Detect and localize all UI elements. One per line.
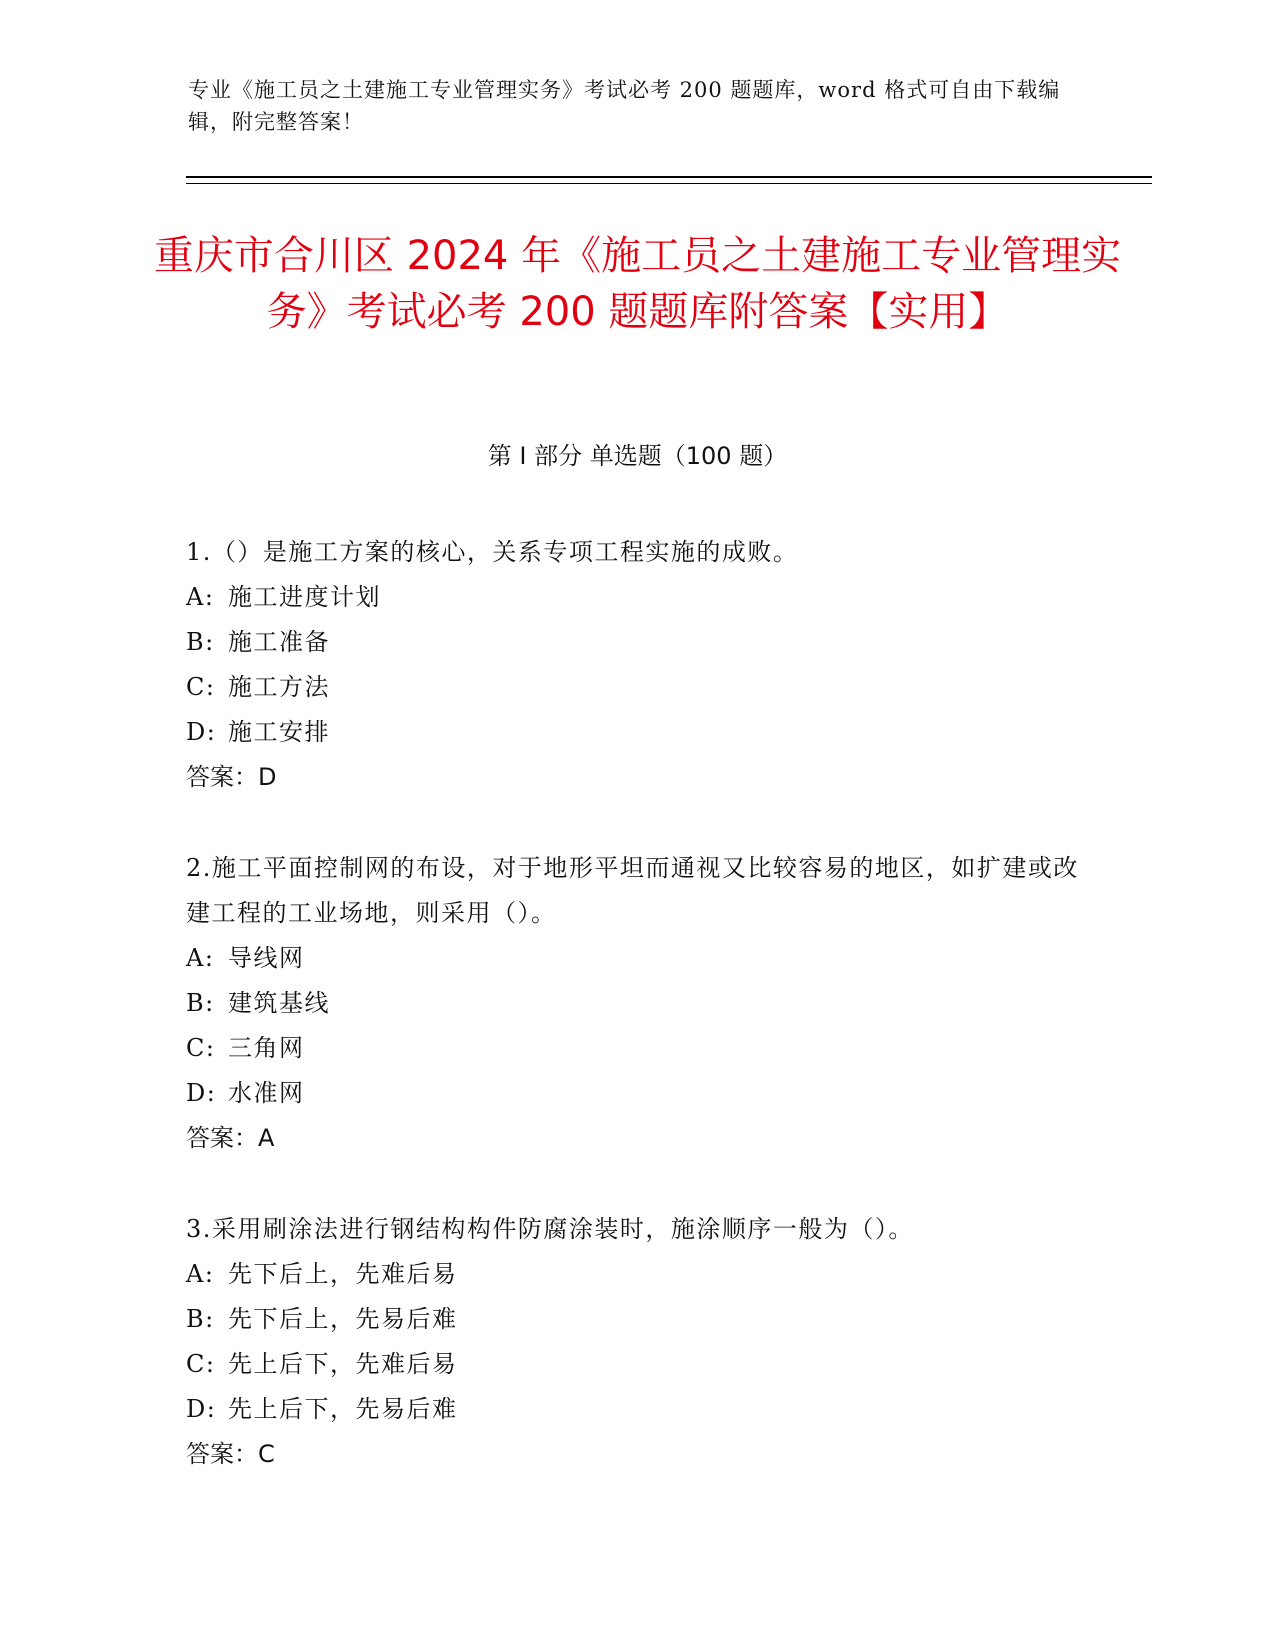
option-text: 水准网 [228, 1079, 305, 1107]
header-divider-thin [186, 183, 1152, 184]
option-c [186, 665, 1086, 710]
document-title: 重庆市合川区 2024 年《施工员之土建施工专业管理实务》考试必考 200 题题库附答案【实用】 [153, 233, 1122, 335]
option-text: 施工安排 [228, 718, 330, 746]
option-key: A: [186, 944, 215, 972]
option-c [186, 1342, 1086, 1387]
option-key: B: [186, 1305, 215, 1333]
question-list [186, 530, 1086, 1523]
option-text: 施工方法 [228, 673, 330, 701]
option-key: B: [186, 628, 215, 656]
option-key: D: [186, 1395, 217, 1423]
option-c [186, 1026, 1086, 1071]
answer-line: 答案：D [186, 763, 277, 791]
option-d [186, 1071, 1086, 1116]
option-b [186, 1297, 1086, 1342]
option-d [186, 710, 1086, 755]
option-key: C: [186, 1034, 216, 1062]
header-note: 专业《施工员之土建施工专业管理实务》考试必考 200 题题库，word 格式可自由下载编辑，附完整答案！ [188, 78, 1061, 134]
option-key: C: [186, 673, 216, 701]
option-d [186, 1387, 1086, 1432]
question-item [186, 846, 1086, 1161]
option-key: C: [186, 1350, 216, 1378]
header-divider-thick [186, 176, 1152, 178]
option-key: D: [186, 1079, 217, 1107]
question-stem: 3.采用刷涂法进行钢结构构件防腐涂装时，施涂顺序一般为（）。 [186, 1215, 914, 1243]
option-text: 建筑基线 [228, 989, 330, 1017]
option-key: A: [186, 583, 215, 611]
option-text: 施工准备 [228, 628, 330, 656]
answer-line: 答案：C [186, 1440, 275, 1468]
answer-line: 答案：A [186, 1124, 275, 1152]
option-text: 先下后上，先易后难 [228, 1305, 458, 1333]
question-item [186, 1207, 1086, 1477]
option-text: 先下后上，先难后易 [228, 1260, 458, 1288]
option-a [186, 936, 1086, 981]
question-item [186, 530, 1086, 800]
option-text: 三角网 [228, 1034, 305, 1062]
option-key: A: [186, 1260, 215, 1288]
option-text: 先上后下，先易后难 [228, 1395, 458, 1423]
option-key: B: [186, 989, 215, 1017]
option-b [186, 620, 1086, 665]
section-heading: 第 I 部分 单选题（100 题） [487, 442, 788, 470]
question-stem: 2.施工平面控制网的布设，对于地形平坦而通视又比较容易的地区，如扩建或改建工程的工业场地，则采用（）。 [186, 854, 1079, 927]
option-text: 先上后下，先难后易 [228, 1350, 458, 1378]
option-a [186, 575, 1086, 620]
option-a [186, 1252, 1086, 1297]
option-text: 导线网 [228, 944, 305, 972]
option-text: 施工进度计划 [228, 583, 381, 611]
option-key: D: [186, 718, 217, 746]
question-stem: 1.（）是施工方案的核心，关系专项工程实施的成败。 [186, 538, 799, 566]
option-b [186, 981, 1086, 1026]
